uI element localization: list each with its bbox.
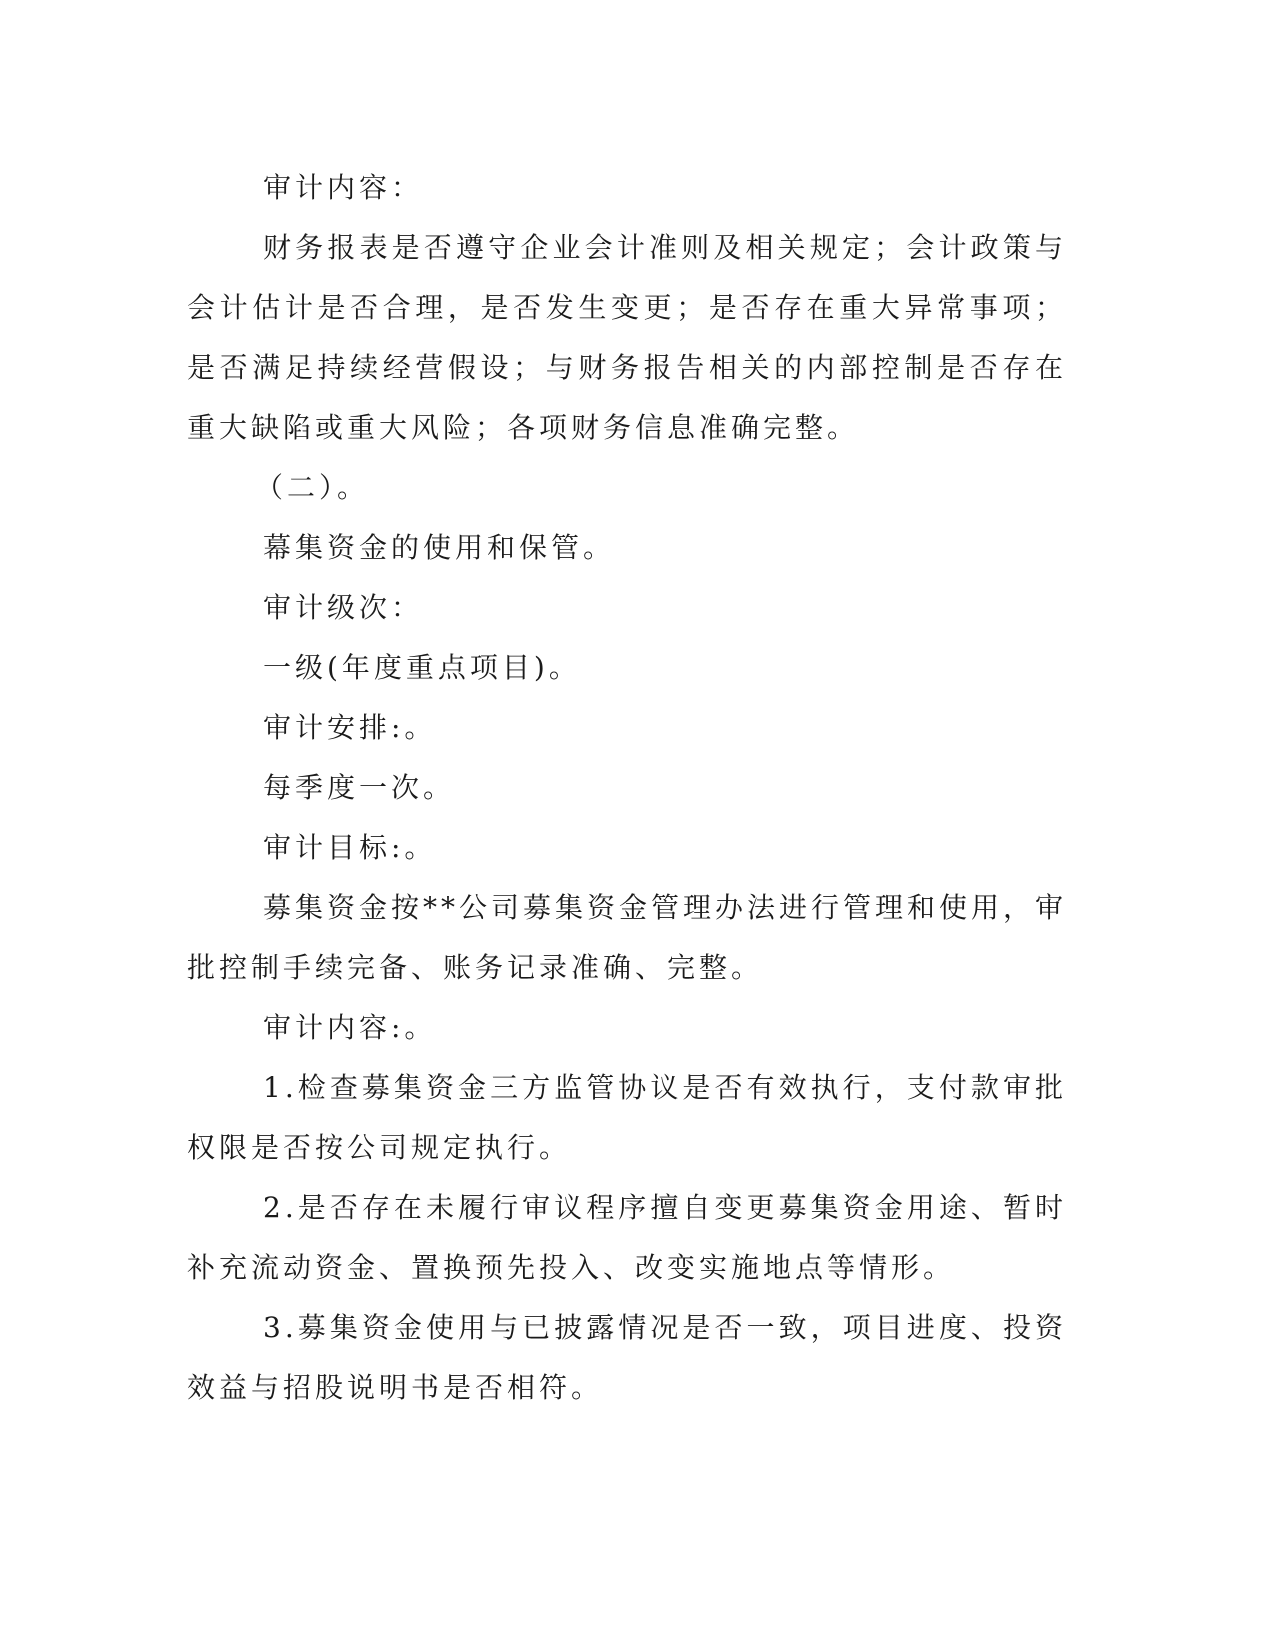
paragraph-audit-level: 一级(年度重点项目)。 [263,651,581,684]
paragraph-audit-goal-heading: 审计目标:。 [263,831,437,864]
paragraph-item-3: 3.募集资金使用与已披露情况是否一致，项目进度、投资效益与招股说明书是否相符。 [187,1311,1067,1404]
paragraph-audit-content-heading-2: 审计内容:。 [263,1011,437,1044]
paragraph-audit-level-heading: 审计级次： [263,591,424,624]
paragraph-audit-schedule-heading: 审计安排:。 [263,711,437,744]
paragraph-fund-usage-title: 幕集资金的使用和保管。 [263,531,616,564]
paragraph-audit-goal: 募集资金按**公司募集资金管理办法进行管理和使用，审批控制手续完备、账务记录准确、完整。 [187,891,1068,984]
document-body [187,158,1067,1418]
paragraph-audit-content-heading: 审计内容： [263,171,424,204]
paragraph-item-1: 1.检查募集资金三方监管协议是否有效执行，支付款审批权限是否按公司规定执行。 [187,1071,1067,1164]
paragraph-item-2: 2.是否存在未履行审议程序擅自变更募集资金用途、暂时补充流动资金、置换预先投入、改变实施地点等情形。 [187,1191,1067,1284]
paragraph-section-two: （二）。 [255,471,370,504]
paragraph-financial-statements: 财务报表是否遵守企业会计准则及相关规定；会计政策与会计估计是否合理，是否发生变更；是否存在重大异常事项；是否满足持续经营假设；与财务报告相关的内部控制是否存在重大缺陷或重大风险；各项财务信息准确完整。 [187,231,1067,444]
paragraph-audit-schedule: 每季度一次。 [263,771,456,804]
